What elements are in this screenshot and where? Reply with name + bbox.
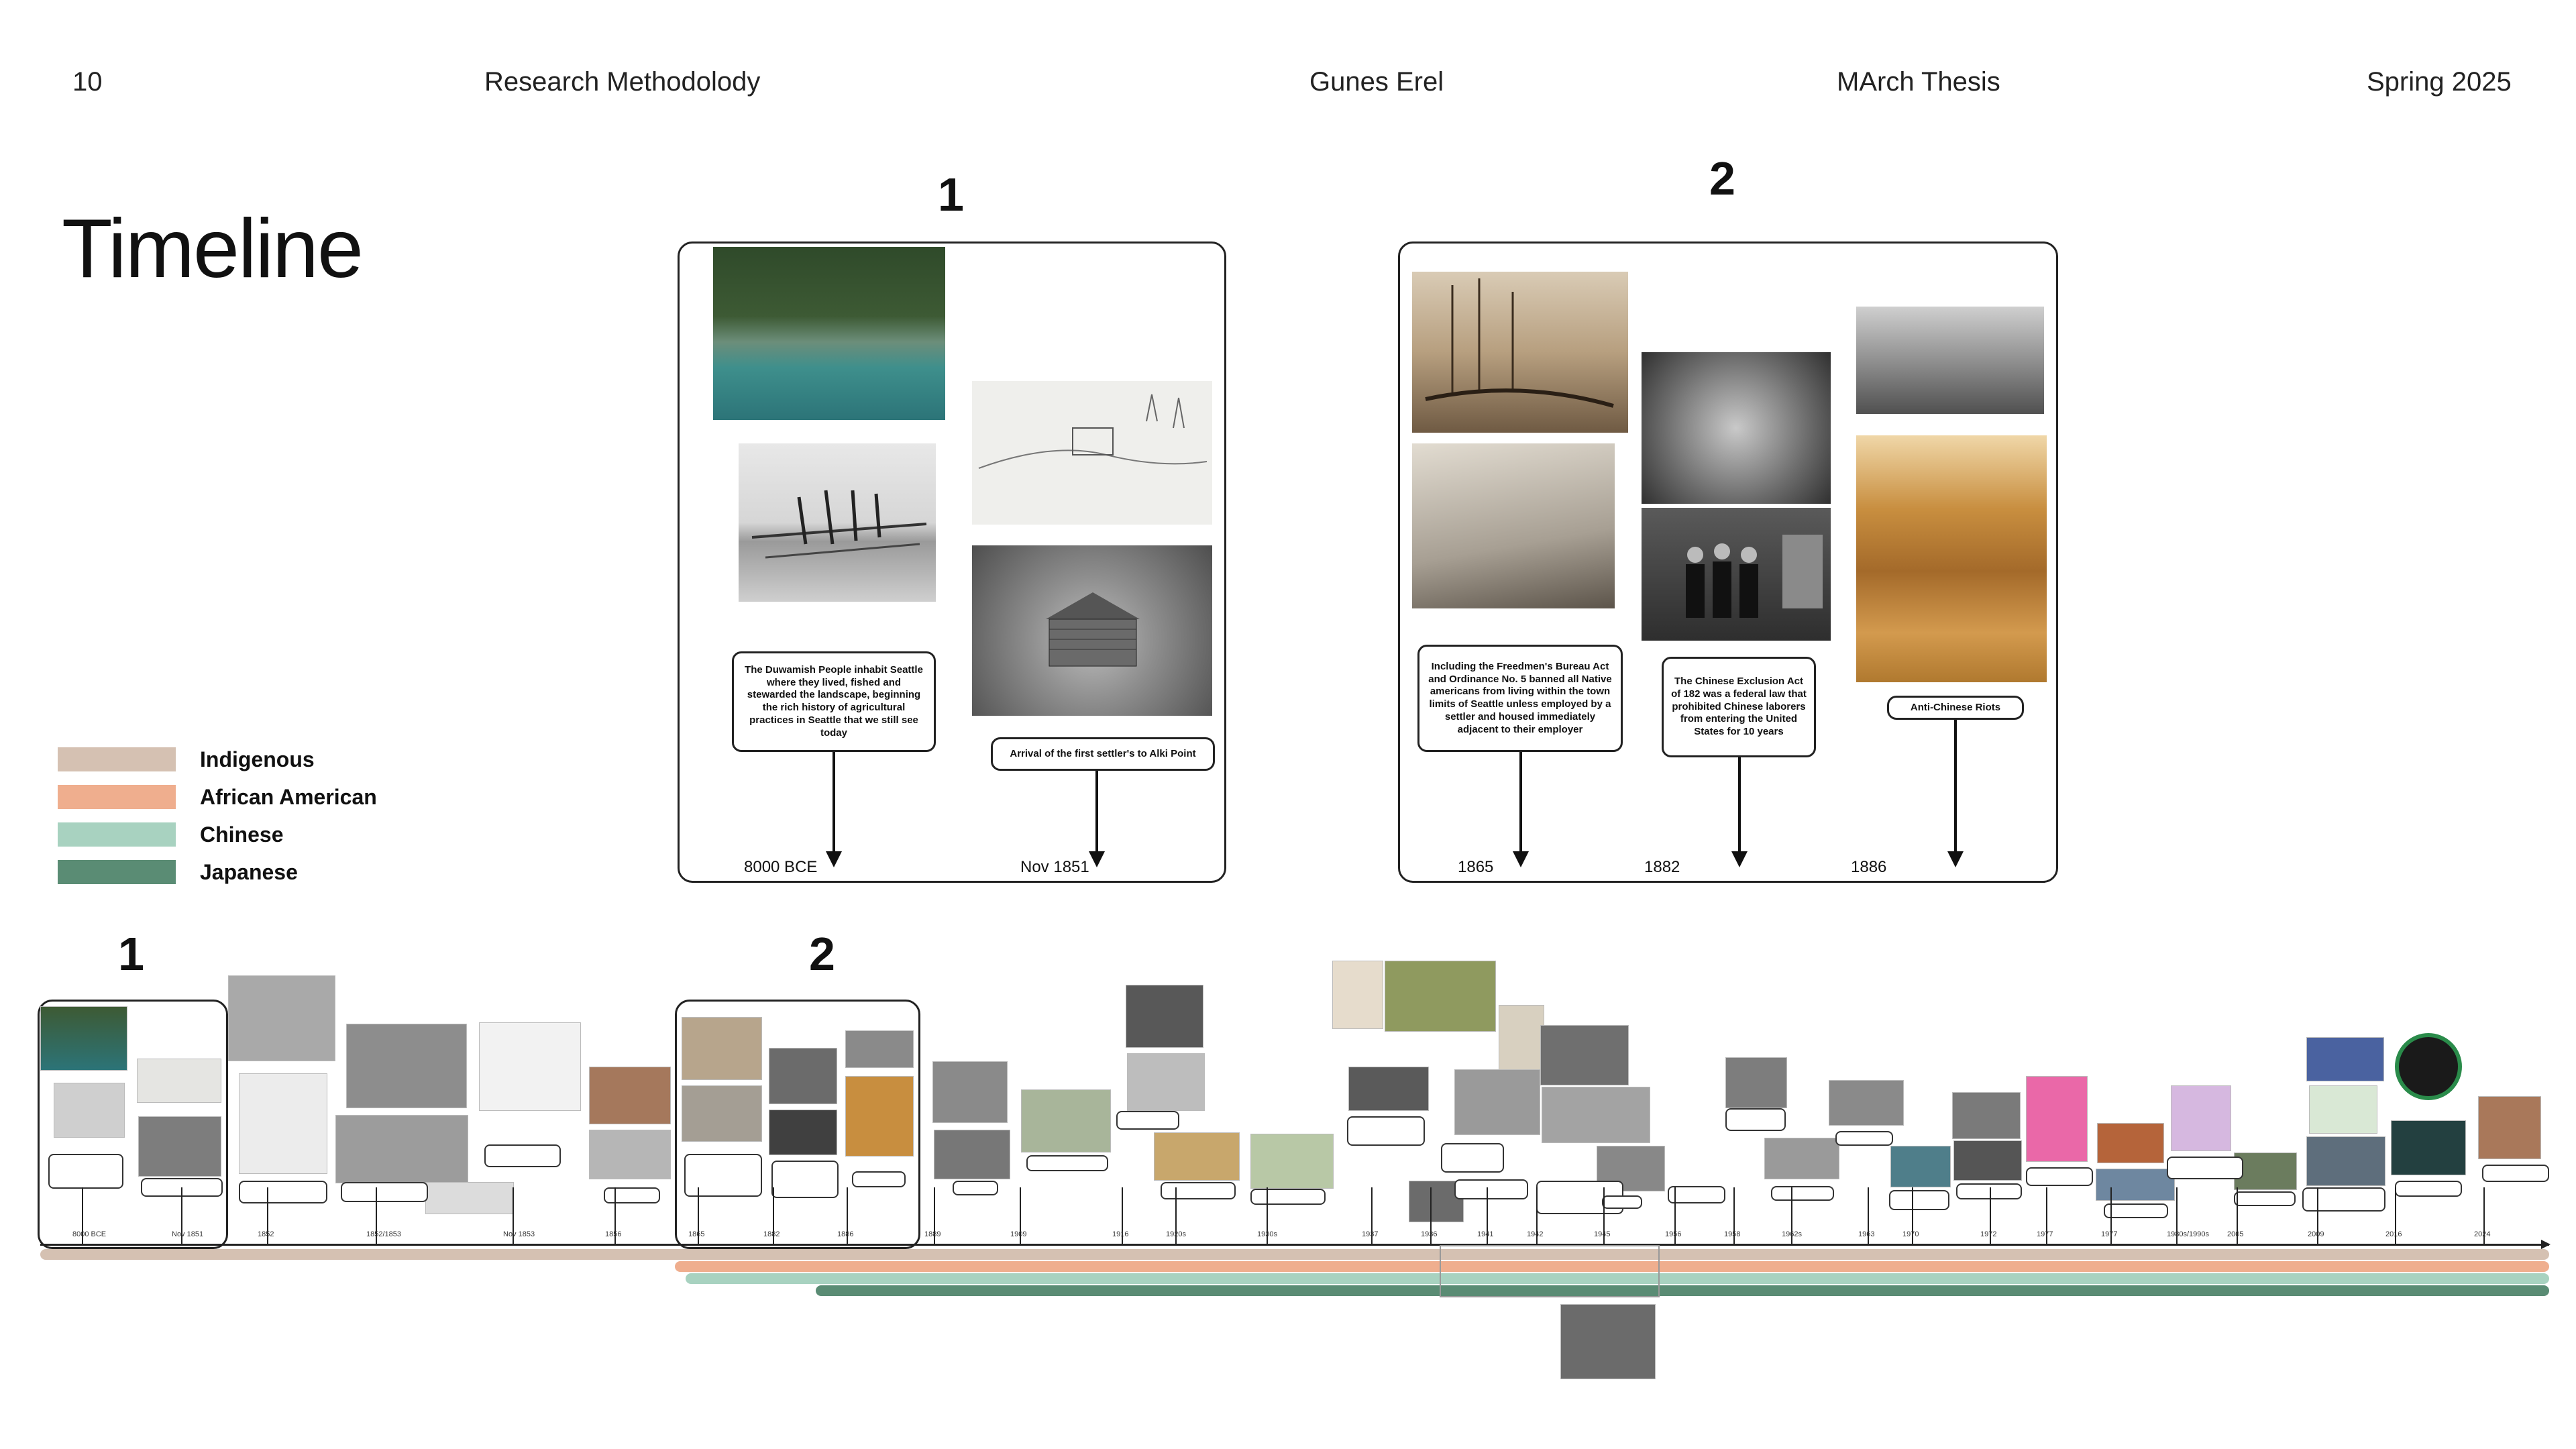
- term-label: Spring 2025: [2367, 67, 2512, 97]
- timeline-tick-label: 1886: [837, 1230, 854, 1238]
- mini-note: [684, 1154, 762, 1197]
- timeline-tick-label: 1889: [924, 1230, 941, 1238]
- mini-note: [1116, 1111, 1179, 1130]
- timeline-tick-label: 1956: [1665, 1230, 1682, 1238]
- arrow-line: [1954, 720, 1957, 853]
- thumb-photo: [335, 1115, 468, 1183]
- thumb-photo: [54, 1083, 125, 1138]
- photo-harbor-ships: [1412, 272, 1628, 433]
- thumb-photo: [2306, 1037, 2384, 1081]
- arrow-line: [1095, 771, 1098, 853]
- thumb-photo: [1332, 961, 1383, 1029]
- timeline-tick-label: 2009: [2308, 1230, 2324, 1238]
- mini-note: [341, 1182, 428, 1202]
- legend-label: African American: [200, 784, 377, 809]
- band-indigenous: [40, 1249, 2549, 1260]
- timeline-tick-label: 1909: [1010, 1230, 1027, 1238]
- thumb-photo: [1540, 1025, 1629, 1085]
- mini-note: [1889, 1190, 1949, 1210]
- page-number: 10: [72, 67, 103, 97]
- photo-riot-illustration: [1642, 352, 1831, 504]
- mini-note: [1347, 1116, 1425, 1146]
- legend-item-chinese: [58, 822, 283, 847]
- mini-note: [2026, 1167, 2093, 1186]
- mini-note: [2482, 1165, 2549, 1182]
- timeline-tick-label: 1963: [1858, 1230, 1875, 1238]
- timeline-tick-label: 1970: [1902, 1230, 1919, 1238]
- panel2-number: 2: [1709, 152, 1735, 205]
- timeline-tick-label: 1977: [2037, 1230, 2053, 1238]
- timeline-tick-label: 1945: [1594, 1230, 1611, 1238]
- thumb-photo: [239, 1073, 327, 1174]
- legend-label: Japanese: [200, 859, 298, 884]
- thumb-photo: [845, 1076, 914, 1157]
- note-duwamish: The Duwamish People inhabit Seattle where they lived, fished and stewarded the landscape, beginning the rich history of agricultural practices in Seattle that we still see today: [732, 651, 936, 752]
- mini-note: [2302, 1187, 2385, 1212]
- photo-log-cabin: [972, 545, 1212, 716]
- alki-sketch: [972, 381, 1212, 525]
- highlight-box: [1440, 1245, 1660, 1297]
- mini-note: [239, 1181, 327, 1203]
- timeline-axis-arrow: [2541, 1240, 2551, 1249]
- arrow-line: [1738, 757, 1741, 853]
- thumb-photo: [1764, 1138, 1839, 1179]
- thumb-photo: [2306, 1136, 2385, 1186]
- legend-item-japanese: [58, 860, 298, 884]
- timeline-tick-label: 1958: [1724, 1230, 1741, 1238]
- mini-note: [1771, 1186, 1834, 1201]
- thumb-photo: [1952, 1092, 2021, 1139]
- thumb-photo: [1127, 1053, 1205, 1111]
- mini-note: [1454, 1179, 1528, 1199]
- panel2: [1398, 241, 2058, 883]
- mini-note: [1602, 1195, 1642, 1209]
- fish-weir-sketch: [739, 443, 936, 602]
- timeline-marker-1: 1: [118, 928, 144, 980]
- thumb-photo: [2096, 1169, 2175, 1201]
- men-sketch: [1642, 508, 1831, 641]
- thumb-photo: [1385, 961, 1496, 1032]
- timeline-tick-label: 1865: [688, 1230, 705, 1238]
- thumb-photo: [1499, 1005, 1544, 1071]
- legend-swatch: [58, 860, 176, 884]
- thumb-photo: [932, 1061, 1008, 1123]
- photo-anti-chinese-print: [1856, 435, 2047, 682]
- mini-note: [1835, 1131, 1893, 1146]
- arrow-head: [1947, 851, 1964, 867]
- ships-sketch: [1412, 272, 1628, 433]
- mini-note: [953, 1181, 998, 1195]
- timeline-tick-label: 2024: [2474, 1230, 2491, 1238]
- thumb-photo: [769, 1110, 837, 1155]
- mini-note: [1161, 1182, 1236, 1199]
- thumb-photo: [589, 1130, 671, 1179]
- community-logo: [2395, 1033, 2462, 1100]
- mini-note: [1956, 1183, 2022, 1199]
- legend-item-indigenous: [58, 747, 315, 771]
- thumb-photo: [1250, 1134, 1334, 1189]
- timeline-tick-label: 8000 BCE: [72, 1230, 107, 1238]
- mini-note: [484, 1144, 561, 1167]
- timeline-tick-label: 1936: [1421, 1230, 1438, 1238]
- thumb-photo: [589, 1067, 671, 1124]
- legend-item-african-american: [58, 785, 377, 809]
- thumb-photo: [138, 1116, 221, 1177]
- thumb-photo: [1953, 1140, 2022, 1181]
- thumb-photo: [137, 1059, 221, 1103]
- thumb-photo: [1829, 1080, 1904, 1126]
- mini-note: [2234, 1191, 2296, 1206]
- legend-swatch: [58, 785, 176, 809]
- date-1882: 1882: [1644, 858, 1680, 876]
- date-8000-bce: 8000 BCE: [744, 858, 818, 876]
- arrow-line: [1519, 752, 1522, 853]
- date-1865: 1865: [1458, 858, 1494, 876]
- note-freedmens-bureau: Including the Freedmen's Bureau Act and Ordinance No. 5 banned all Native americans from living within the town limits of Seattle unless employed by a settler and housed immediately adjacent to their employer: [1417, 645, 1623, 752]
- thumb-photo: [425, 1182, 514, 1214]
- thumb-photo: [1542, 1087, 1650, 1143]
- date-nov-1851: Nov 1851: [1020, 858, 1089, 876]
- mini-note: [48, 1154, 123, 1189]
- timeline-tick-label: 1882: [763, 1230, 780, 1238]
- timeline-tick-label: 1972: [1980, 1230, 1997, 1238]
- timeline-tick-label: 1937: [1362, 1230, 1379, 1238]
- arrow-head: [826, 851, 842, 867]
- timeline-tick-label: 1930s: [1257, 1230, 1277, 1238]
- timeline-tick-label: Nov 1853: [503, 1230, 535, 1238]
- timeline-tick-label: 1941: [1477, 1230, 1494, 1238]
- timeline-tick-label: 2005: [2227, 1230, 2244, 1238]
- thumb-photo: [2391, 1120, 2466, 1175]
- thumb-photo: [1348, 1067, 1429, 1111]
- thumb-photo: [682, 1085, 762, 1142]
- mini-note: [2104, 1203, 2168, 1218]
- thumb-photo: [2026, 1076, 2088, 1162]
- photo-building-crowd: [1856, 307, 2044, 414]
- thumb-photo: [479, 1022, 581, 1111]
- photo-duwamish-shore: [713, 247, 945, 420]
- mini-note: [2395, 1181, 2462, 1197]
- photo-fish-weir: [739, 443, 936, 602]
- legend-label: Indigenous: [200, 747, 315, 771]
- thumb-photo: [2478, 1096, 2541, 1159]
- band-japanese: [816, 1285, 2549, 1296]
- thumb-photo: [2097, 1123, 2164, 1163]
- note-first-settlers: Arrival of the first settler's to Alki Point: [991, 737, 1215, 771]
- thumb-photo: [1890, 1146, 1951, 1187]
- note-chinese-exclusion: The Chinese Exclusion Act of 182 was a federal law that prohibited Chinese laborers from entering the United States for 10 years: [1662, 657, 1816, 757]
- photo-waterfront-pipes: [1412, 443, 1615, 608]
- timeline-tick-label: 1977: [2101, 1230, 2118, 1238]
- arrow-head: [1513, 851, 1529, 867]
- thumb-photo: [2309, 1085, 2377, 1134]
- timeline-tick-label: 1962s: [1782, 1230, 1802, 1238]
- log-cabin-sketch: [972, 545, 1212, 716]
- mini-note: [1668, 1186, 1725, 1203]
- thumb-photo: [2171, 1085, 2231, 1151]
- timeline-tick-label: 1852/1853: [366, 1230, 401, 1238]
- author-name: Gunes Erel: [1309, 67, 1444, 97]
- thumb-photo: [346, 1024, 467, 1108]
- timeline-tick-label: 2016: [2385, 1230, 2402, 1238]
- mini-note: [1725, 1108, 1786, 1131]
- note-anti-chinese-riots: Anti-Chinese Riots: [1887, 696, 2024, 720]
- panel1: [678, 241, 1226, 883]
- mini-note: [1441, 1143, 1504, 1173]
- thumb-photo: [845, 1030, 914, 1068]
- mini-note: [771, 1161, 839, 1198]
- thumb-photo: [1560, 1304, 1656, 1379]
- thumb-photo: [1725, 1057, 1787, 1108]
- timeline-tick-label: Nov 1851: [172, 1230, 204, 1238]
- photo-men-portrait: [1642, 508, 1831, 641]
- photo-alki-sketch: [972, 381, 1212, 525]
- section-title: Research Methodolody: [484, 67, 761, 97]
- thumb-photo: [40, 1006, 127, 1071]
- mini-note: [852, 1171, 906, 1187]
- thumb-photo: [1454, 1069, 1540, 1135]
- timeline-tick-label: 1916: [1112, 1230, 1129, 1238]
- mini-note: [2167, 1157, 2243, 1179]
- mini-note: [1026, 1155, 1108, 1171]
- program-name: MArch Thesis: [1837, 67, 2000, 97]
- timeline-tick-label: 1856: [605, 1230, 622, 1238]
- arrow-head: [1731, 851, 1748, 867]
- timeline-marker-2: 2: [809, 928, 835, 980]
- arrow-head: [1089, 851, 1105, 867]
- timeline-tick-label: 1980s/1990s: [2167, 1230, 2209, 1238]
- page-title: Timeline: [62, 203, 362, 295]
- timeline-tick-label: 1852: [258, 1230, 274, 1238]
- mini-note: [1250, 1189, 1326, 1205]
- legend-swatch: [58, 822, 176, 847]
- thumb-photo: [228, 975, 335, 1061]
- legend-swatch: [58, 747, 176, 771]
- thumb-photo: [934, 1130, 1010, 1179]
- timeline-tick-label: 1920s: [1166, 1230, 1186, 1238]
- date-1886: 1886: [1851, 858, 1887, 876]
- thumb-photo: [1154, 1132, 1240, 1181]
- mini-note: [604, 1187, 660, 1203]
- thumb-photo: [682, 1017, 762, 1080]
- thumb-photo: [769, 1048, 837, 1104]
- arrow-line: [833, 752, 835, 853]
- legend-label: Chinese: [200, 822, 284, 847]
- thumb-photo: [1126, 985, 1203, 1048]
- timeline-axis: [40, 1244, 2549, 1246]
- panel1-number: 1: [938, 168, 964, 221]
- thumb-photo: [1021, 1089, 1111, 1152]
- timeline-tick-label: 1942: [1527, 1230, 1544, 1238]
- thumb-photo: [2234, 1152, 2297, 1190]
